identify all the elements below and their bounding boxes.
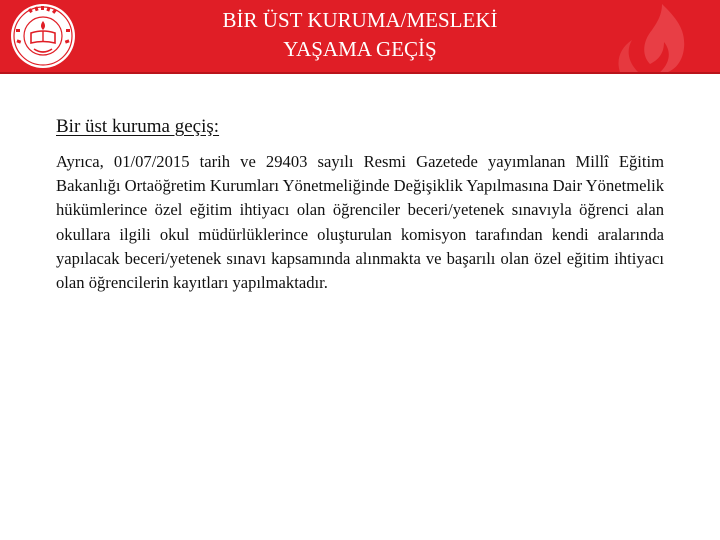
section-heading: Bir üst kuruma geçiş: — [56, 116, 220, 137]
page-title — [110, 6, 610, 64]
meb-emblem-icon — [10, 3, 76, 69]
header-bar — [0, 0, 720, 72]
body-paragraph: Ayrıca, 01/07/2015 tarih ve 29403 sayılı Resmi Gazetede yayımlanan Millî Eğitim Bakanlığı Ortaöğretim Kurumları Yönetmeliğinde Değişiklik Yapılmasına Dair Yönetmelik hükümlerince özel eğitim ihtiyacı olan öğrenciler beceri/yetenek sınavıyla öğrenci alan okullara ilgili okul müdürlüklerince oluşturulan komisyon tarafından kendi aralarında yapılacak beceri/yetenek sınavı kapsamında alınmakta ve başarılı olan özel eğitim ihtiyacı olan öğrencilerin kayıtları yapılmaktadır. — [56, 152, 665, 293]
title-line-2: YAŞAMA GEÇİŞ — [283, 37, 437, 61]
title-line-1: BİR ÜST KURUMA/MESLEKİ — [222, 8, 498, 32]
header-divider — [0, 72, 720, 74]
flame-icon — [612, 0, 712, 72]
